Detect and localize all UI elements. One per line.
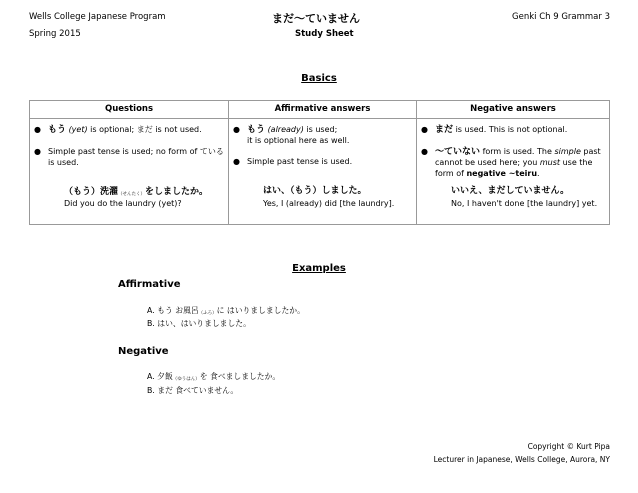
bullet-icon: ● bbox=[421, 125, 428, 134]
negative-example-a bbox=[147, 371, 280, 382]
page-subtitle: Study Sheet bbox=[295, 29, 354, 39]
mou-text: もう bbox=[247, 125, 266, 135]
line2b-text: use the bbox=[562, 158, 593, 167]
example-a-post: に はいりましましたか。 bbox=[216, 306, 305, 315]
page-title: まだ～ていません bbox=[272, 12, 360, 25]
rest-text: is optional; まだ is not used. bbox=[90, 125, 202, 134]
must-text: must bbox=[539, 158, 561, 167]
negative-column bbox=[417, 101, 609, 224]
bullet-icon: ● bbox=[34, 147, 41, 156]
line3a-text: form of bbox=[435, 169, 464, 178]
past-text: past bbox=[583, 147, 601, 156]
affirmative-bullet-1-line-2: it is optional here as well. bbox=[247, 136, 350, 145]
questions-bullet-2-line-1: Simple past tense is used; no form of ている bbox=[48, 147, 224, 156]
teinai-text: ～ていない bbox=[435, 147, 481, 157]
rest-text: is used. This is not optional. bbox=[455, 125, 568, 134]
basics-table bbox=[29, 100, 610, 225]
example-a-pre: A. 夕飯 bbox=[147, 372, 173, 381]
semester: Spring 2015 bbox=[29, 29, 81, 39]
affirmative-example-b: B. はい、はいりましました。 bbox=[147, 319, 251, 328]
examples-heading: Examples bbox=[292, 263, 346, 274]
rest-text: form is used. The bbox=[482, 147, 552, 156]
already-text: (already) bbox=[267, 125, 304, 134]
affirmative-column bbox=[229, 101, 416, 224]
bullet-icon: ● bbox=[233, 157, 240, 166]
rest-text: is used; bbox=[306, 125, 338, 134]
example-a-post: を 食べましましたか。 bbox=[199, 372, 281, 381]
example-jp-pre: （もう）洗濯 bbox=[64, 187, 119, 197]
negative-example-en: No, I haven't done [the laundry] yet. bbox=[451, 199, 598, 208]
negative-example-jp: いいえ、まだしていません。 bbox=[451, 186, 570, 196]
questions-header: Questions bbox=[104, 104, 154, 114]
furigana: （せんたく） bbox=[118, 192, 146, 197]
mada-text: まだ bbox=[435, 125, 454, 135]
negative-bullet-2-line-2 bbox=[435, 157, 592, 168]
line2a-text: cannot be used here; you bbox=[435, 158, 538, 167]
questions-bullet-1 bbox=[48, 124, 202, 136]
bullet-icon: ● bbox=[421, 147, 428, 156]
basics-heading: Basics bbox=[301, 73, 337, 84]
negative-bullet-2-line-3 bbox=[435, 168, 540, 179]
example-a-pre: A. もう お風呂 bbox=[147, 306, 199, 315]
bullet-icon: ● bbox=[34, 125, 41, 134]
example-jp-post: をしましたか。 bbox=[145, 187, 209, 197]
negative-label: Negative bbox=[118, 346, 169, 357]
period-text: . bbox=[537, 169, 540, 178]
furigana: （ゆうはん） bbox=[172, 377, 200, 382]
author-title: Lecturer in Japanese, Wells College, Aurora, NY bbox=[433, 455, 610, 464]
affirmative-example-en: Yes, I (already) did [the laundry]. bbox=[263, 199, 395, 208]
program-name: Wells College Japanese Program bbox=[29, 12, 166, 22]
affirmative-label: Affirmative bbox=[118, 279, 181, 290]
chapter-reference: Genki Ch 9 Grammar 3 bbox=[512, 12, 610, 22]
yet-text: (yet) bbox=[68, 125, 88, 134]
affirmative-header: Affirmative answers bbox=[274, 104, 371, 114]
negative-example-b: B. まだ 食べていません。 bbox=[147, 386, 239, 395]
simple-text: simple bbox=[554, 147, 581, 156]
affirmative-bullet-2: Simple past tense is used. bbox=[247, 157, 353, 166]
moumou-text: もう bbox=[48, 125, 67, 135]
negative-header: Negative answers bbox=[470, 104, 556, 114]
bullet-icon: ● bbox=[233, 125, 240, 134]
affirmative-example-a bbox=[147, 305, 305, 316]
negative-bullet-1 bbox=[435, 124, 567, 136]
negative-teiru-text: negative ~teiru bbox=[466, 169, 538, 178]
affirmative-example-jp: はい、（もう）しました。 bbox=[263, 186, 367, 196]
copyright: Copyright © Kurt Pipa bbox=[527, 442, 610, 451]
furigana: （ふろ） bbox=[198, 311, 217, 316]
questions-column bbox=[30, 101, 228, 224]
question-example-en: Did you do the laundry (yet)? bbox=[64, 199, 182, 208]
questions-bullet-2-line-2: is used. bbox=[48, 158, 79, 167]
